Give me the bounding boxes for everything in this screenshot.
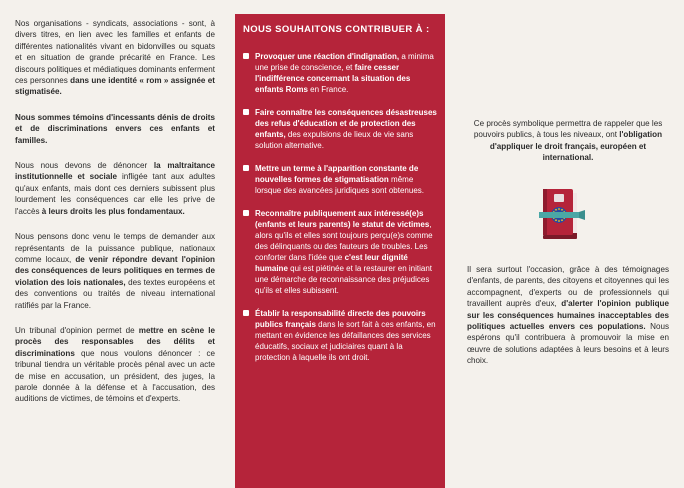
text-segment: Il sera surtout l'occasion, grâce à des témoignages d'enfants, de parents, des citoyens et citoyennes qui les accompagnent, d'experts ou de professionnels qui travaillent auprès d'eux,	[467, 265, 669, 309]
goal-item	[243, 208, 437, 296]
text-segment: Ce procès symbolique permettra de rappeler que les pouvoirs publics, à tous les niveaux, ont	[473, 119, 663, 140]
text-segment: Nos organisations - syndicats, associations - sont, à divers titres, en lien avec les familles et enfants de différentes nationalités vivant en bidonvilles ou squats et en situation de grande précarité en France. Les discours politiques et médiatiques dominants enferment ces personnes	[15, 19, 215, 86]
text-segment: Un tribunal d'opinion permet de	[15, 325, 139, 335]
paragraph-intro	[15, 18, 215, 98]
text-segment: , alors qu'ils et elles sont toujours perçu(e)s comme des délinquants ou des fauteurs de troubles. Les conforter dans l'idée que	[255, 220, 433, 262]
paragraph-testimonies	[467, 264, 669, 367]
text-segment: que nous voulons dénoncer : ce tribunal tiendra un véritable procès pénal avec un acte de mise en accusation, un président, des juges, la parole donnée à la défense et à l'accusation, des auditions de victimes, de témoins et d'experts.	[15, 348, 215, 404]
goals-heading: NOUS SOUHAITONS CONTRIBUER À :	[243, 24, 430, 35]
left-column	[15, 18, 215, 419]
text-bold: Établir la responsabilité directe des pouvoirs publics français	[255, 309, 426, 329]
square-bullet-icon	[243, 109, 249, 115]
text-segment: dans le sort fait à ces enfants, en mettant en évidence les défaillances des services éducatifs, sociaux et judiciaires quant à la protection à laquelle ils ont droit.	[255, 320, 436, 362]
text-segment: Nous pensons donc venu le temps de demander aux représentants de la puissance publique, nationaux comme locaux,	[15, 232, 215, 264]
text-bold: Mettre un terme à l'apparition constante de nouvelles formes de stigmatisation	[255, 164, 419, 184]
paragraph-witnesses	[15, 112, 215, 146]
text-bold: Faire connaître les conséquences désastreuses des refus d'éducation et de protection des enfants,	[255, 108, 437, 139]
law-book-icon	[537, 185, 589, 245]
paragraph-obligation	[467, 118, 669, 164]
text-bold: de venir répondre devant l'opinion des conséquences de leurs politiques en termes de violation des lois nationales,	[15, 254, 215, 287]
text-bold: dans une identité « rom » assignée et stigmatisée.	[15, 76, 216, 97]
text-bold: mettre en scène le procès des responsables des délits et discriminations	[15, 325, 215, 358]
text-bold: Nous sommes témoins d'incessants dénis de droits et de discriminations envers ces enfants et familles.	[15, 112, 215, 145]
text-bold: la maltraitance institutionnelle et sociale	[15, 161, 216, 182]
text-bold: à leurs droits les plus fondamentaux.	[41, 206, 185, 216]
text-segment: des expulsions de lieux de vie sans solution alternative.	[255, 130, 414, 150]
text-bold: Reconnaître publiquement aux intéressé(e)s (enfants et leurs parents) le statut de victimes	[255, 209, 430, 229]
text-bold: l'obligation d'appliquer le droit français, européen et international.	[489, 130, 663, 163]
text-segment: Nous espérons qu'il contribuera à promouvoir la mise en œuvre de solutions adaptées à leurs besoins et à leurs choix.	[467, 322, 669, 366]
text-segment: des textes européens et des conventions ou traités de niveau international ratifiés par la France.	[15, 277, 215, 310]
goal-item	[243, 107, 437, 151]
text-bold: Provoquer une réaction d'indignation,	[255, 52, 400, 61]
paragraph-denounce	[15, 160, 215, 217]
text-bold: c'est leur dignité humaine	[255, 253, 408, 273]
text-segment: Nous nous devons de dénoncer	[15, 161, 154, 171]
goal-item	[243, 308, 437, 363]
text-segment: même lorsque des avancées juridiques sont obtenues.	[255, 175, 424, 195]
goal-item	[243, 51, 437, 95]
text-bold: faire cesser l'indifférence concernant la situation des enfants Roms	[255, 63, 411, 94]
square-bullet-icon	[243, 310, 249, 316]
text-segment: infligée tant aux adultes qu'aux enfants, mais dont ces derniers subissent plus lourdement les conséquences car elle les prive de l'accès	[15, 172, 215, 216]
text-bold: d'alerter l'opinion publique sur les conséquences humaines inacceptables des politiques actuelles envers ces populations.	[467, 299, 669, 332]
square-bullet-icon	[243, 53, 249, 59]
square-bullet-icon	[243, 210, 249, 216]
text-segment: qui est piétinée et la restaurer en initiant une démarche de reconnaissance des préjudices qu'ils et elles subissent.	[255, 264, 432, 295]
text-segment: en France.	[307, 85, 349, 94]
goal-item	[243, 163, 437, 196]
text-segment: a minima une prise de conscience, et	[255, 52, 434, 72]
paragraph-demand	[15, 231, 215, 311]
square-bullet-icon	[243, 165, 249, 171]
paragraph-tribunal	[15, 325, 215, 405]
goals-panel	[235, 14, 445, 488]
